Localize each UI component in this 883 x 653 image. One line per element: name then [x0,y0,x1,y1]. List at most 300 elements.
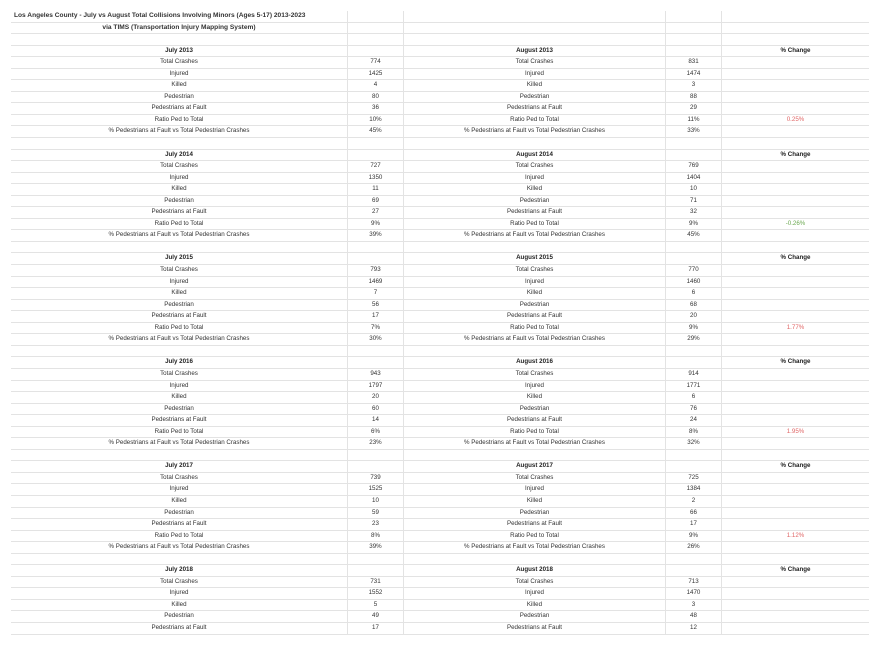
august-metric-label[interactable]: % Pedestrians at Fault vs Total Pedestrian Crashes [404,126,666,137]
empty-cell[interactable] [666,461,722,472]
august-metric-value[interactable]: 26% [666,542,722,553]
july-metric-label[interactable]: Ratio Ped to Total [11,531,348,542]
july-metric-value[interactable]: 1469 [348,277,404,288]
july-metric-value[interactable]: 10 [348,496,404,507]
sheet-title[interactable]: Los Angeles County - July vs August Total Collisions Involving Minors (Ages 5-17) 2013-2023 [11,11,348,22]
empty-cell[interactable] [11,554,348,565]
empty-cell[interactable] [404,346,666,357]
august-metric-label[interactable]: Injured [404,588,666,599]
july-metric-value[interactable]: 17 [348,623,404,634]
empty-cell[interactable] [348,450,404,461]
august-metric-label[interactable]: Injured [404,69,666,80]
empty-cell[interactable] [722,57,869,68]
percent-change-value[interactable]: -0.26% [785,219,806,227]
metric-row [11,115,869,127]
july-metric-label[interactable]: Pedestrian [11,611,348,622]
august-metric-value[interactable]: 32 [666,207,722,218]
august-metric-label[interactable]: Pedestrian [404,508,666,519]
august-metric-value[interactable]: 9% [666,323,722,334]
august-metric-value[interactable]: 1384 [666,484,722,495]
empty-cell[interactable] [348,34,404,45]
august-metric-label[interactable]: Pedestrians at Fault [404,623,666,634]
percent-change-header[interactable]: % Change [780,358,811,366]
percent-change-header[interactable]: % Change [780,254,811,262]
empty-cell[interactable] [348,242,404,253]
august-metric-value[interactable]: 66 [666,508,722,519]
july-metric-value[interactable]: 14 [348,415,404,426]
july-metric-label[interactable]: Total Crashes [11,57,348,68]
july-metric-label[interactable]: Killed [11,496,348,507]
empty-cell[interactable] [722,554,869,565]
august-metric-value[interactable]: 1460 [666,277,722,288]
july-metric-label[interactable]: Injured [11,277,348,288]
august-metric-value[interactable]: 71 [666,196,722,207]
metric-row [11,404,869,416]
percent-change-header[interactable]: % Change [780,566,811,574]
august-metric-value[interactable]: 3 [666,80,722,91]
july-metric-label[interactable]: Ratio Ped to Total [11,115,348,126]
empty-cell[interactable] [722,346,869,357]
percent-change-header[interactable]: % Change [780,46,811,54]
july-metric-value[interactable]: 1525 [348,484,404,495]
july-metric-value[interactable]: 23 [348,519,404,530]
july-metric-value[interactable]: 23% [348,438,404,449]
august-metric-label[interactable]: Pedestrians at Fault [404,415,666,426]
empty-cell[interactable] [348,23,404,34]
empty-cell[interactable] [348,554,404,565]
empty-cell[interactable] [722,311,869,322]
july-metric-value[interactable]: 56 [348,300,404,311]
july-metric-label[interactable]: Injured [11,381,348,392]
july-metric-label[interactable]: Pedestrian [11,404,348,415]
august-metric-value[interactable]: 1771 [666,381,722,392]
august-metric-label[interactable]: Ratio Ped to Total [404,531,666,542]
empty-cell[interactable] [722,484,869,495]
july-metric-label[interactable]: Killed [11,184,348,195]
percent-change-value[interactable]: 0.25% [786,115,805,123]
empty-cell[interactable] [722,184,869,195]
july-metric-label[interactable]: Total Crashes [11,161,348,172]
empty-cell[interactable] [11,138,348,149]
august-metric-value[interactable]: 9% [666,219,722,230]
spacer-row [11,34,869,46]
july-metric-value[interactable]: 1552 [348,588,404,599]
august-header[interactable]: August 2017 [404,461,666,472]
empty-cell[interactable] [722,23,869,34]
july-metric-value[interactable]: 6% [348,427,404,438]
empty-cell[interactable] [722,392,869,403]
empty-cell[interactable] [722,404,869,415]
empty-cell[interactable] [666,565,722,576]
july-metric-label[interactable]: Pedestrian [11,300,348,311]
spacer-row [11,450,869,462]
empty-cell[interactable] [666,450,722,461]
empty-cell[interactable] [722,508,869,519]
august-metric-value[interactable]: 914 [666,369,722,380]
july-metric-value[interactable]: 49 [348,611,404,622]
metric-row [11,542,869,554]
august-metric-value[interactable]: 10 [666,184,722,195]
july-header[interactable]: July 2017 [11,461,348,472]
august-metric-label[interactable]: % Pedestrians at Fault vs Total Pedestrian Crashes [404,334,666,345]
empty-cell[interactable] [722,496,869,507]
august-metric-label[interactable]: Total Crashes [404,57,666,68]
august-metric-label[interactable]: % Pedestrians at Fault vs Total Pedestrian Crashes [404,438,666,449]
empty-cell[interactable] [348,253,404,264]
july-metric-label[interactable]: Total Crashes [11,369,348,380]
july-metric-label[interactable]: Injured [11,588,348,599]
spacer-row [11,346,869,358]
august-metric-label[interactable]: Total Crashes [404,265,666,276]
july-metric-label[interactable]: Pedestrians at Fault [11,311,348,322]
july-metric-label[interactable]: Total Crashes [11,473,348,484]
august-metric-label[interactable]: Injured [404,381,666,392]
august-metric-label[interactable]: Killed [404,288,666,299]
august-metric-label[interactable]: Killed [404,496,666,507]
year-header-row [11,253,869,265]
july-metric-value[interactable]: 5 [348,600,404,611]
august-metric-value[interactable]: 831 [666,57,722,68]
empty-cell[interactable] [666,554,722,565]
august-metric-value[interactable]: 1404 [666,173,722,184]
empty-cell[interactable] [722,519,869,530]
august-metric-value[interactable]: 8% [666,427,722,438]
empty-cell[interactable] [722,92,869,103]
august-metric-label[interactable]: Pedestrian [404,92,666,103]
empty-cell[interactable] [722,161,869,172]
july-metric-value[interactable]: 731 [348,577,404,588]
august-metric-label[interactable]: Pedestrian [404,404,666,415]
empty-cell[interactable] [666,34,722,45]
july-metric-label[interactable]: Total Crashes [11,265,348,276]
august-metric-value[interactable]: 45% [666,230,722,241]
empty-cell[interactable] [666,11,722,22]
empty-cell[interactable] [666,23,722,34]
july-metric-value[interactable]: 774 [348,57,404,68]
empty-cell[interactable] [722,242,869,253]
empty-cell[interactable] [722,196,869,207]
july-metric-value[interactable]: 943 [348,369,404,380]
metric-row [11,427,869,439]
july-header[interactable]: July 2014 [11,150,348,161]
july-header[interactable]: July 2016 [11,357,348,368]
empty-cell[interactable] [722,415,869,426]
july-metric-label[interactable]: Pedestrian [11,196,348,207]
sheet-subtitle[interactable]: via TIMS (Transportation Injury Mapping System) [11,23,348,34]
metric-row [11,577,869,589]
august-metric-label[interactable]: Ratio Ped to Total [404,219,666,230]
empty-cell[interactable] [666,253,722,264]
august-header[interactable]: August 2014 [404,150,666,161]
empty-cell[interactable] [404,11,666,22]
august-metric-value[interactable]: 29% [666,334,722,345]
july-metric-label[interactable]: Pedestrians at Fault [11,623,348,634]
august-metric-label[interactable]: Pedestrians at Fault [404,311,666,322]
empty-cell[interactable] [348,346,404,357]
august-metric-label[interactable]: Injured [404,484,666,495]
july-metric-value[interactable]: 27 [348,207,404,218]
july-metric-value[interactable]: 1350 [348,173,404,184]
empty-cell[interactable] [722,623,869,634]
spreadsheet-grid [11,11,869,635]
percent-change-value[interactable]: 1.12% [786,531,805,539]
july-metric-value[interactable]: 39% [348,542,404,553]
metric-row [11,311,869,323]
empty-cell[interactable] [11,346,348,357]
percent-change-value[interactable]: 1.77% [786,323,805,331]
empty-cell[interactable] [666,346,722,357]
july-header[interactable]: July 2018 [11,565,348,576]
metric-row [11,334,869,346]
july-metric-label[interactable]: Killed [11,600,348,611]
july-metric-value[interactable]: 8% [348,531,404,542]
august-metric-label[interactable]: % Pedestrians at Fault vs Total Pedestrian Crashes [404,230,666,241]
august-metric-value[interactable]: 11% [666,115,722,126]
august-metric-label[interactable]: Total Crashes [404,577,666,588]
july-metric-label[interactable]: % Pedestrians at Fault vs Total Pedestrian Crashes [11,126,348,137]
july-header[interactable]: July 2013 [11,46,348,57]
empty-cell[interactable] [722,103,869,114]
empty-cell[interactable] [722,473,869,484]
metric-row [11,438,869,450]
july-metric-value[interactable]: 1797 [348,381,404,392]
july-metric-value[interactable]: 36 [348,103,404,114]
empty-cell[interactable] [11,242,348,253]
empty-cell[interactable] [348,150,404,161]
metric-row [11,57,869,69]
july-metric-value[interactable]: 4 [348,80,404,91]
empty-cell[interactable] [722,577,869,588]
august-metric-value[interactable]: 24 [666,415,722,426]
empty-cell[interactable] [722,450,869,461]
july-metric-label[interactable]: Pedestrians at Fault [11,415,348,426]
july-header[interactable]: July 2015 [11,253,348,264]
metric-row [11,323,869,335]
empty-cell[interactable] [666,150,722,161]
empty-cell[interactable] [722,34,869,45]
july-metric-label[interactable]: Killed [11,288,348,299]
empty-cell[interactable] [722,230,869,241]
august-metric-label[interactable]: Killed [404,392,666,403]
july-metric-value[interactable]: 739 [348,473,404,484]
august-metric-value[interactable]: 33% [666,126,722,137]
august-header[interactable]: August 2018 [404,565,666,576]
july-metric-label[interactable]: Injured [11,69,348,80]
august-metric-value[interactable]: 68 [666,300,722,311]
july-metric-value[interactable]: 727 [348,161,404,172]
august-metric-label[interactable]: Ratio Ped to Total [404,427,666,438]
july-metric-label[interactable]: Pedestrian [11,508,348,519]
percent-change-value[interactable]: 1.95% [786,427,805,435]
metric-row [11,369,869,381]
july-metric-label[interactable]: Injured [11,484,348,495]
july-metric-label[interactable]: Pedestrians at Fault [11,519,348,530]
empty-cell[interactable] [722,300,869,311]
august-metric-label[interactable]: Ratio Ped to Total [404,323,666,334]
july-metric-value[interactable]: 59 [348,508,404,519]
july-metric-label[interactable]: Pedestrians at Fault [11,207,348,218]
july-metric-label[interactable]: Ratio Ped to Total [11,219,348,230]
empty-cell[interactable] [722,126,869,137]
august-metric-value[interactable]: 2 [666,496,722,507]
july-metric-label[interactable]: Pedestrian [11,92,348,103]
percent-change-header[interactable]: % Change [780,462,811,470]
august-metric-label[interactable]: % Pedestrians at Fault vs Total Pedestrian Crashes [404,542,666,553]
empty-cell[interactable] [404,23,666,34]
metric-row [11,103,869,115]
empty-cell[interactable] [404,450,666,461]
spacer-row [11,242,869,254]
empty-cell[interactable] [404,242,666,253]
empty-cell[interactable] [722,69,869,80]
august-metric-label[interactable]: Pedestrians at Fault [404,519,666,530]
july-metric-label[interactable]: Injured [11,173,348,184]
empty-cell[interactable] [348,138,404,149]
empty-cell[interactable] [722,542,869,553]
empty-cell[interactable] [666,242,722,253]
august-metric-label[interactable]: Pedestrian [404,300,666,311]
empty-cell[interactable] [722,438,869,449]
metric-row [11,80,869,92]
august-metric-value[interactable]: 76 [666,404,722,415]
august-metric-label[interactable]: Pedestrians at Fault [404,207,666,218]
july-metric-value[interactable]: 69 [348,196,404,207]
july-metric-value[interactable]: 30% [348,334,404,345]
august-metric-value[interactable]: 725 [666,473,722,484]
august-header[interactable]: August 2013 [404,46,666,57]
metric-row [11,531,869,543]
july-metric-value[interactable]: 17 [348,311,404,322]
july-metric-value[interactable]: 7 [348,288,404,299]
empty-cell[interactable] [348,357,404,368]
august-metric-value[interactable]: 17 [666,519,722,530]
metric-row [11,588,869,600]
august-metric-value[interactable]: 770 [666,265,722,276]
metric-row [11,207,869,219]
july-metric-value[interactable]: 9% [348,219,404,230]
august-metric-value[interactable]: 29 [666,103,722,114]
august-metric-value[interactable]: 48 [666,611,722,622]
empty-cell[interactable] [722,334,869,345]
empty-cell[interactable] [348,11,404,22]
empty-cell[interactable] [722,277,869,288]
august-metric-label[interactable]: Total Crashes [404,473,666,484]
july-metric-label[interactable]: Total Crashes [11,577,348,588]
august-metric-value[interactable]: 769 [666,161,722,172]
july-metric-label[interactable]: Killed [11,80,348,91]
july-metric-value[interactable]: 10% [348,115,404,126]
july-metric-value[interactable]: 39% [348,230,404,241]
july-metric-label[interactable]: Killed [11,392,348,403]
august-metric-value[interactable]: 9% [666,531,722,542]
metric-row [11,161,869,173]
july-metric-value[interactable]: 1425 [348,69,404,80]
august-header[interactable]: August 2016 [404,357,666,368]
august-metric-label[interactable]: Pedestrian [404,196,666,207]
spacer-row [11,138,869,150]
empty-cell[interactable] [348,565,404,576]
august-header[interactable]: August 2015 [404,253,666,264]
empty-cell[interactable] [404,138,666,149]
august-metric-label[interactable]: Total Crashes [404,161,666,172]
empty-cell[interactable] [404,554,666,565]
percent-change-header[interactable]: % Change [780,150,811,158]
july-metric-value[interactable]: 793 [348,265,404,276]
august-metric-label[interactable]: Pedestrian [404,611,666,622]
empty-cell[interactable] [11,450,348,461]
empty-cell[interactable] [722,288,869,299]
empty-cell[interactable] [722,80,869,91]
july-metric-label[interactable]: % Pedestrians at Fault vs Total Pedestrian Crashes [11,438,348,449]
august-metric-value[interactable]: 12 [666,623,722,634]
empty-cell[interactable] [666,138,722,149]
empty-cell[interactable] [722,11,869,22]
july-metric-label[interactable]: Pedestrians at Fault [11,103,348,114]
august-metric-value[interactable]: 88 [666,92,722,103]
empty-cell[interactable] [722,173,869,184]
august-metric-value[interactable]: 32% [666,438,722,449]
july-metric-label[interactable]: Ratio Ped to Total [11,427,348,438]
july-metric-label[interactable]: % Pedestrians at Fault vs Total Pedestrian Crashes [11,542,348,553]
title-row [11,11,869,23]
august-metric-value[interactable]: 3 [666,600,722,611]
august-metric-value[interactable]: 6 [666,288,722,299]
metric-row [11,600,869,612]
august-metric-label[interactable]: Killed [404,184,666,195]
august-metric-value[interactable]: 20 [666,311,722,322]
august-metric-label[interactable]: Ratio Ped to Total [404,115,666,126]
empty-cell[interactable] [722,381,869,392]
empty-cell[interactable] [722,265,869,276]
august-metric-value[interactable]: 6 [666,392,722,403]
empty-cell[interactable] [666,357,722,368]
august-metric-value[interactable]: 713 [666,577,722,588]
august-metric-label[interactable]: Injured [404,277,666,288]
august-metric-label[interactable]: Killed [404,80,666,91]
august-metric-value[interactable]: 1470 [666,588,722,599]
july-metric-value[interactable]: 45% [348,126,404,137]
july-metric-value[interactable]: 80 [348,92,404,103]
august-metric-label[interactable]: Injured [404,173,666,184]
july-metric-value[interactable]: 7% [348,323,404,334]
july-metric-value[interactable]: 20 [348,392,404,403]
august-metric-label[interactable]: Pedestrians at Fault [404,103,666,114]
empty-cell[interactable] [722,369,869,380]
metric-row [11,184,869,196]
empty-cell[interactable] [722,600,869,611]
august-metric-label[interactable]: Killed [404,600,666,611]
empty-cell[interactable] [722,611,869,622]
empty-cell[interactable] [722,207,869,218]
empty-cell[interactable] [404,34,666,45]
empty-cell[interactable] [722,138,869,149]
empty-cell[interactable] [666,46,722,57]
july-metric-value[interactable]: 60 [348,404,404,415]
empty-cell[interactable] [348,46,404,57]
empty-cell[interactable] [11,34,348,45]
july-metric-label[interactable]: % Pedestrians at Fault vs Total Pedestrian Crashes [11,230,348,241]
empty-cell[interactable] [348,461,404,472]
july-metric-label[interactable]: % Pedestrians at Fault vs Total Pedestrian Crashes [11,334,348,345]
july-metric-value[interactable]: 11 [348,184,404,195]
metric-row [11,508,869,520]
august-metric-label[interactable]: Total Crashes [404,369,666,380]
metric-row [11,173,869,185]
empty-cell[interactable] [722,588,869,599]
july-metric-label[interactable]: Ratio Ped to Total [11,323,348,334]
august-metric-value[interactable]: 1474 [666,69,722,80]
metric-row [11,265,869,277]
